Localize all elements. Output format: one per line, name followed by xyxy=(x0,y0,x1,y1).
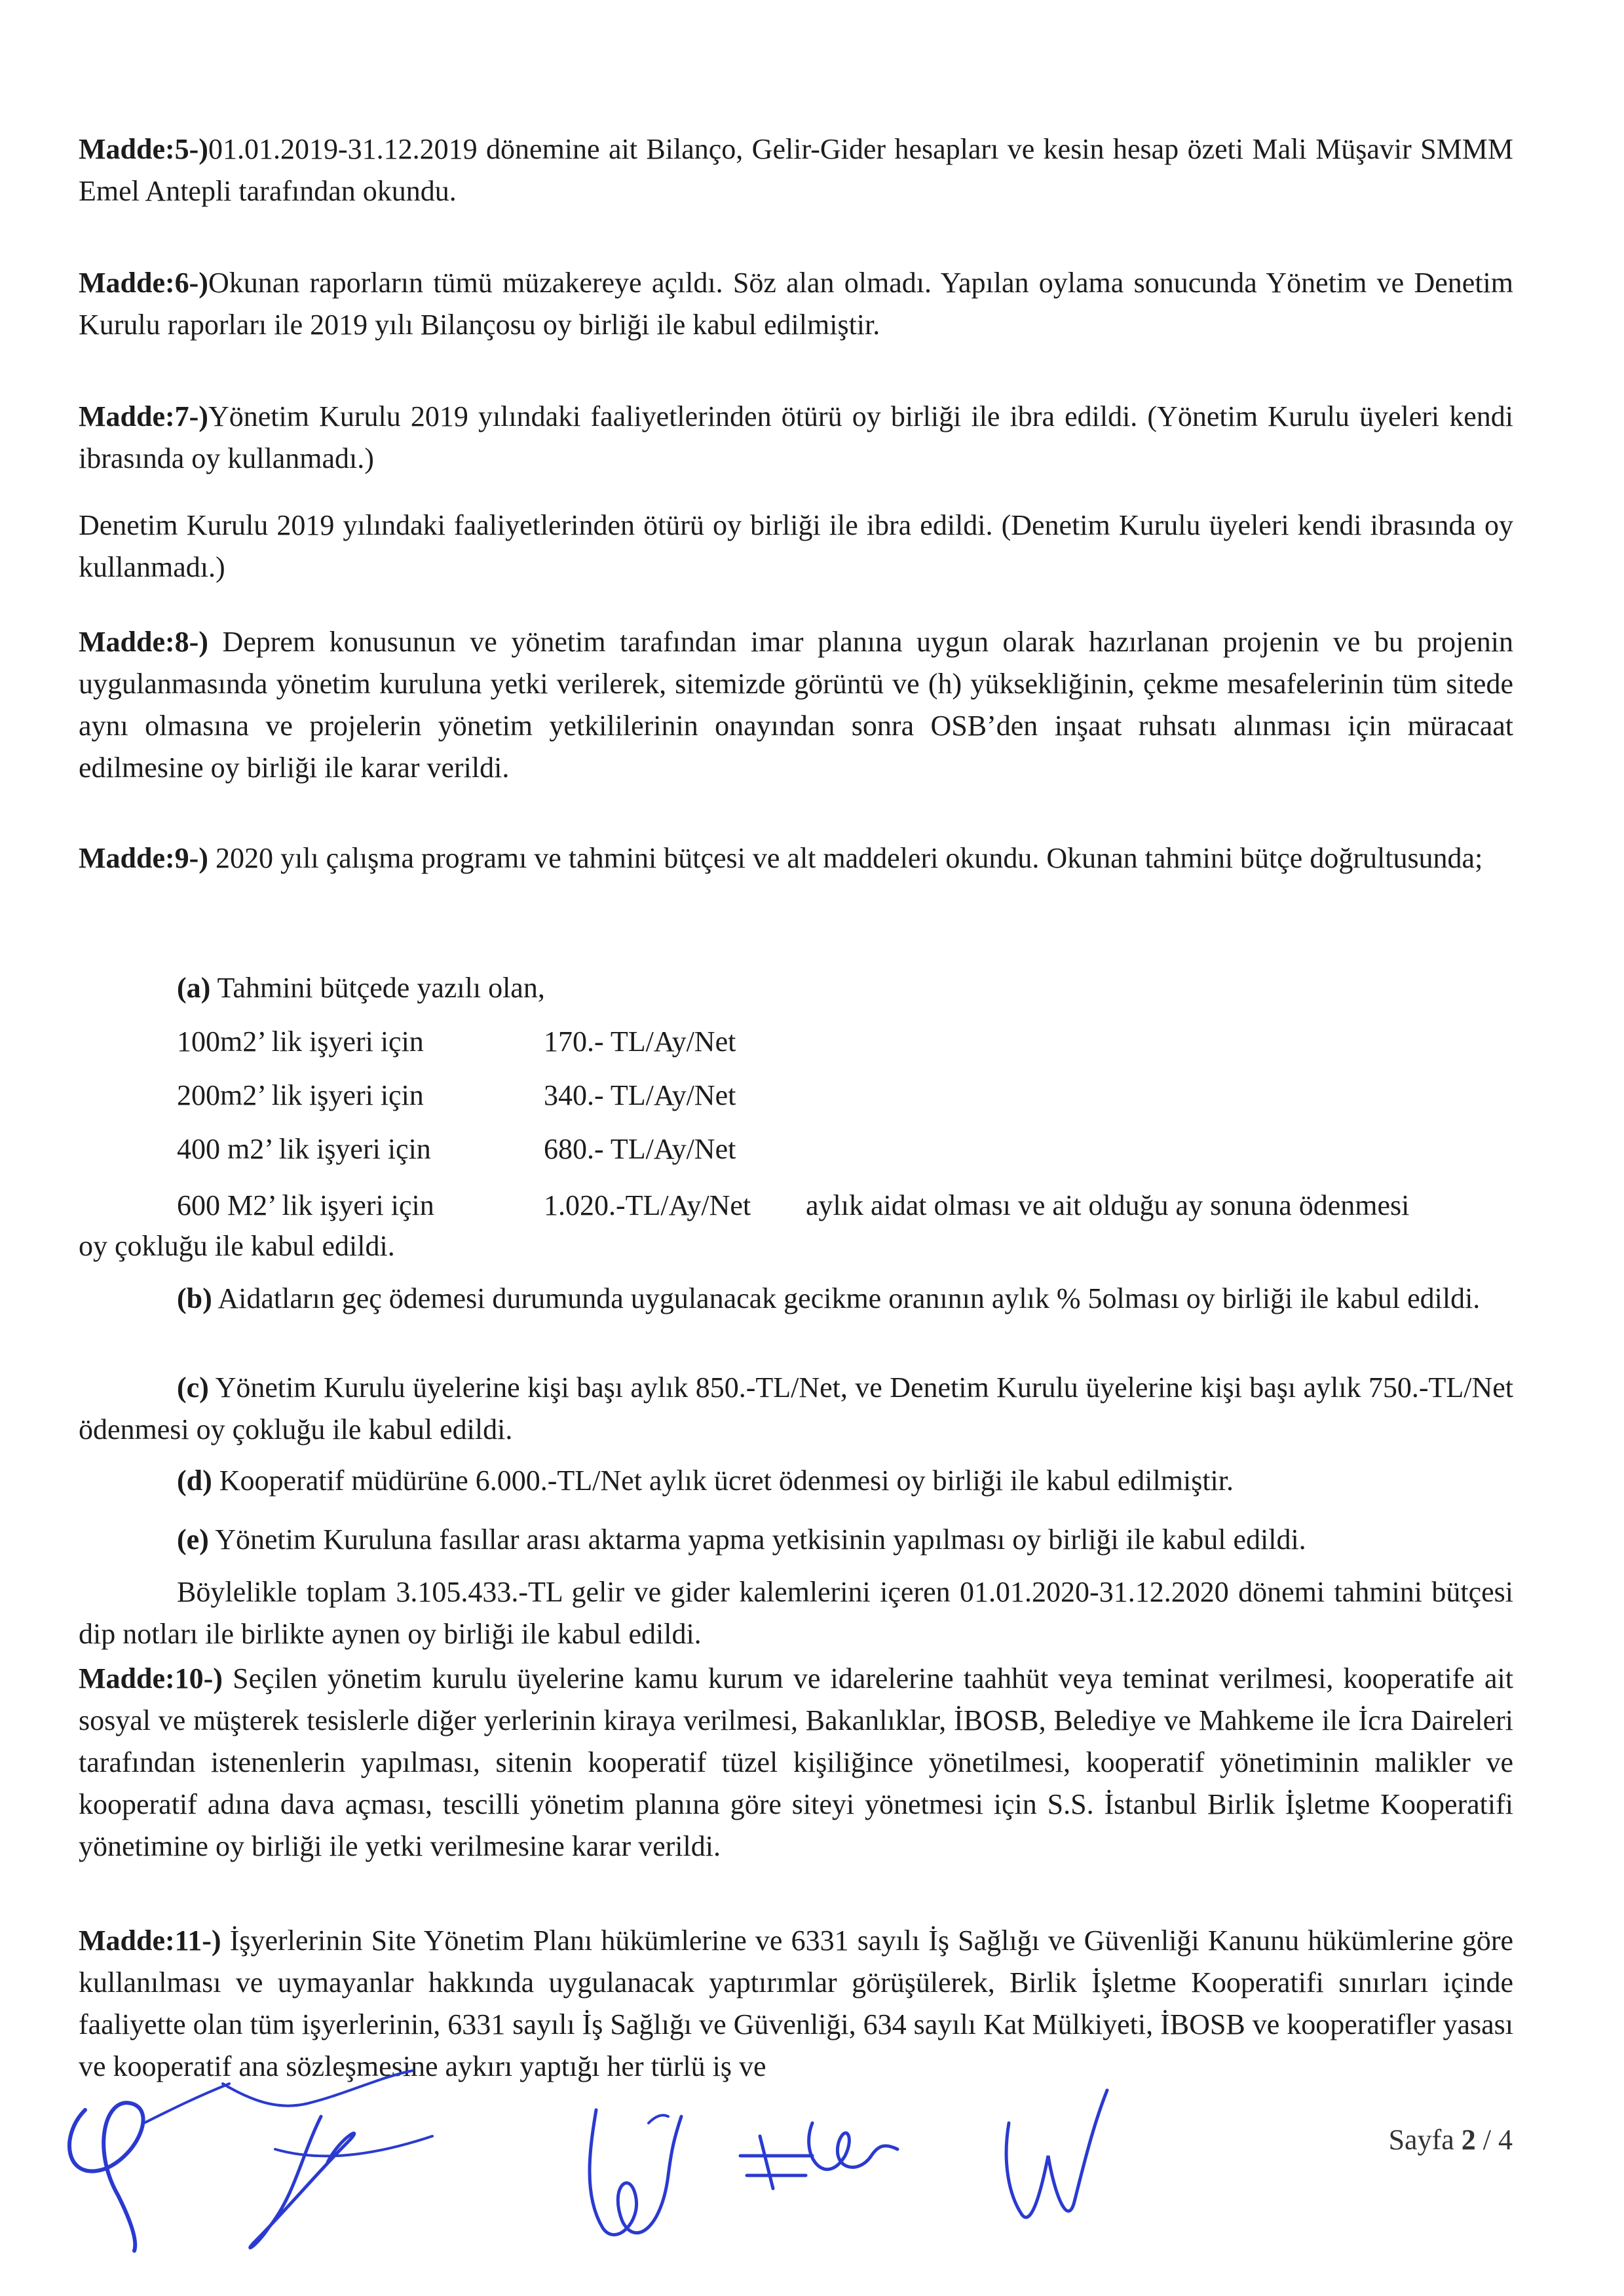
budget-item-d xyxy=(79,1460,1513,1502)
page-total: / 4 xyxy=(1475,2124,1513,2156)
article-7 xyxy=(79,396,1513,480)
item-text: oy çokluğu ile kabul edildi. xyxy=(79,1230,395,1262)
article-label: Madde:8-) xyxy=(79,626,208,658)
article-text: İşyerlerinin Site Yönetim Planı hükümlerine ve 6331 sayılı İş Sağlığı ve Güvenliği Kanunu hükümlerine göre kullanılması ve uymayanlar hakkında uygulanacak yaptırımlar görüşülerek, Birlik İşletme Kooperatifi sınırları içinde faaliyette olan tüm işyerlerinin, 6331 sayılı İş Sağlığı ve Güvenliği, 634 sayılı Kat Mülkiyeti, İBOSB ve kooperatifler yasası ve kooperatif ana sözleşmesine aykırı yaptığı her türlü iş ve xyxy=(79,1924,1513,2082)
item-label: (c) xyxy=(177,1371,209,1404)
budget-total xyxy=(79,1571,1513,1655)
item-label: (b) xyxy=(177,1282,212,1314)
item-text: Böylelikle toplam 3.105.433.-TL gelir ve gider kalemlerini içeren 01.01.2020-31.12.2020 dönemi tahmini bütçesi dip notları ile birlikte aynen oy birliği ile kabul edildi. xyxy=(79,1576,1513,1650)
budget-item-c xyxy=(79,1367,1513,1451)
rate-price: 170.- TL/Ay/Net xyxy=(544,1025,736,1058)
rate-area: 400 m2’ lik işyeri için xyxy=(177,1133,431,1165)
article-11 xyxy=(79,1920,1513,2088)
article-9 xyxy=(79,837,1513,879)
item-label: (a) xyxy=(177,972,211,1004)
page-number xyxy=(1389,2123,1513,2156)
article-label: Madde:11-) xyxy=(79,1924,221,1957)
article-label: Madde:10-) xyxy=(79,1662,223,1694)
article-text: 01.01.2019-31.12.2019 dönemine ait Bilanço, Gelir-Gider hesapları ve kesin hesap özeti Mali Müşavir SMMM Emel Antepli tarafından okundu. xyxy=(79,133,1513,207)
item-text: Tahmini bütçede yazılı olan, xyxy=(210,972,545,1004)
article-label: Madde:7-) xyxy=(79,400,208,432)
article-7-continued xyxy=(79,505,1513,588)
signature-4 xyxy=(734,2097,904,2202)
rate-price: 340.- TL/Ay/Net xyxy=(544,1079,736,1111)
rate-note: aylık aidat olması ve ait olduğu ay sonuna ödenmesi xyxy=(806,1189,1410,1221)
article-text: Denetim Kurulu 2019 yılındaki faaliyetlerinden ötürü oy birliği ile ibra edildi. (Denetim Kurulu üyeleri kendi ibrasında oy kullanmadı.) xyxy=(79,509,1513,583)
rate-area: 600 M2’ lik işyeri için xyxy=(177,1189,434,1221)
item-text: Yönetim Kuruluna fasıllar arası aktarma yapma yetkisinin yapılması oy birliği ile kabul edildi. xyxy=(208,1523,1306,1556)
rate-price: 1.020.-TL/Ay/Net xyxy=(544,1189,751,1221)
article-5 xyxy=(79,128,1513,212)
budget-item-a-end xyxy=(79,1225,1513,1267)
article-text: Seçilen yönetim kurulu üyelerine kamu kurum ve idarelerine taahhüt veya teminat verilmesi, kooperatife ait sosyal ve müşterek tesislerle diğer yerlerinin kiraya verilmesi, Bakanlıklar, İBOSB, Belediye ve Mahkeme ile İcra Daireleri tarafından istenenlerin yapılması, sitenin kooperatif tüzel kişiliğince yönetilmesi, kooperatif yönetiminin malikler ve kooperatif adına dava açması, tescilli yönetim planına göre siteyi yönetmesi için S.S. İstanbul Birlik İşletme Kooperatifi yönetimine oy birliği ile yetki verilmesine karar verildi. xyxy=(79,1662,1513,1862)
item-text: Yönetim Kurulu üyelerine kişi başı aylık 850.-TL/Net, ve Denetim Kurulu üyelerine kişi başı aylık 750.-TL/Net ödenmesi oy çokluğu ile kabul edildi. xyxy=(79,1371,1513,1445)
article-label: Madde:9-) xyxy=(79,842,208,874)
article-10 xyxy=(79,1658,1513,1867)
rate-area: 200m2’ lik işyeri için xyxy=(177,1079,424,1111)
item-text: Kooperatif müdürüne 6.000.-TL/Net aylık ücret ödenmesi oy birliği ile kabul edilmiştir. xyxy=(212,1464,1234,1497)
item-text: Aidatların geç ödemesi durumunda uygulanacak gecikme oranının aylık % 5olması oy birliği ile kabul edildi. xyxy=(212,1282,1481,1314)
item-label: (d) xyxy=(177,1464,212,1497)
article-text: Deprem konusunun ve yönetim tarafından imar planına uygun olarak hazırlanan projenin ve bu projenin uygulanmasında yönetim kuruluna yetki verilerek, sitemizde görüntü ve (h) yüksekliğinin, çekme mesafelerinin tüm sitede aynı olmasına ve projelerin yönetim yetkililerinin onayından sonra OSB’den inşaat ruhsatı alınması için müracaat edilmesine oy birliği ile karar verildi. xyxy=(79,626,1513,784)
rate-area: 100m2’ lik işyeri için xyxy=(177,1025,424,1058)
article-label: Madde:6-) xyxy=(79,267,208,299)
budget-item-a xyxy=(177,967,1513,1009)
article-8 xyxy=(79,621,1513,789)
signature-2 xyxy=(216,2064,491,2261)
article-text: 2020 yılı çalışma programı ve tahmini bütçesi ve alt maddeleri okundu. Okunan tahmini bütçe doğrultusunda; xyxy=(208,842,1483,874)
page-current: 2 xyxy=(1461,2124,1476,2156)
signature-5 xyxy=(996,2084,1114,2241)
article-text: Yönetim Kurulu 2019 yılındaki faaliyetlerinden ötürü oy birliği ile ibra edildi. (Yönetim Kurulu üyeleri kendi ibrasında oy kullanmadı.) xyxy=(79,400,1513,474)
article-label: Madde:5-) xyxy=(79,133,208,165)
item-label: (e) xyxy=(177,1523,209,1556)
article-6 xyxy=(79,262,1513,346)
signature-3 xyxy=(570,2097,701,2254)
article-text: Okunan raporların tümü müzakereye açıldı. Söz alan olmadı. Yapılan oylama sonucunda Yönetim ve Denetim Kurulu raporları ile 2019 yılı Bilançosu oy birliği ile kabul edilmiştir. xyxy=(79,267,1513,341)
rate-price: 680.- TL/Ay/Net xyxy=(544,1133,736,1165)
page-prefix: Sayfa xyxy=(1388,2124,1462,2156)
budget-item-b xyxy=(79,1278,1513,1320)
budget-item-e xyxy=(79,1519,1513,1561)
